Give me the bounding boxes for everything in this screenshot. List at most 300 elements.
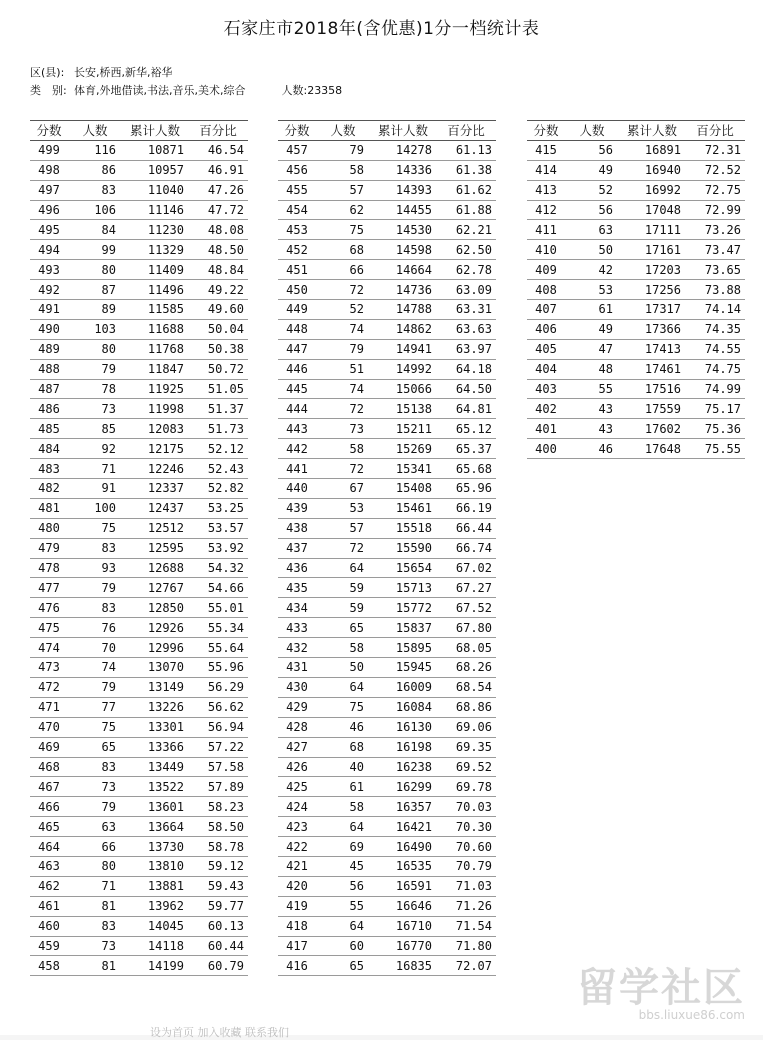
district-value: 长安,桥西,新华,裕华	[74, 66, 173, 79]
cell-count: 59	[316, 578, 370, 598]
cell-cumulative: 15772	[370, 598, 436, 618]
header-score: 分数	[527, 121, 565, 141]
table-row	[30, 220, 248, 240]
cell-count: 83	[68, 598, 122, 618]
cell-percent: 65.12	[436, 419, 496, 439]
cell-percent: 53.25	[188, 498, 248, 518]
cell-count: 80	[68, 339, 122, 359]
cell-count: 71	[68, 459, 122, 479]
cell-count: 74	[316, 379, 370, 399]
cell-count: 89	[68, 300, 122, 320]
cell-percent: 46.54	[188, 140, 248, 160]
cell-cumulative: 11925	[122, 379, 188, 399]
table-row	[278, 439, 496, 459]
category-line	[30, 82, 342, 98]
cell-percent: 70.79	[436, 856, 496, 876]
cell-count: 75	[68, 518, 122, 538]
header-count: 人数	[565, 121, 619, 141]
table-row	[30, 399, 248, 419]
cell-cumulative: 11847	[122, 359, 188, 379]
cell-score: 486	[30, 399, 68, 419]
cell-count: 71	[68, 876, 122, 896]
cell-cumulative: 12337	[122, 479, 188, 499]
cell-score: 487	[30, 379, 68, 399]
cell-count: 103	[68, 319, 122, 339]
table-row	[30, 618, 248, 638]
table-row	[278, 956, 496, 976]
cell-cumulative: 13301	[122, 717, 188, 737]
table-row	[278, 856, 496, 876]
table-row	[30, 677, 248, 697]
cell-score: 481	[30, 498, 68, 518]
cell-count: 100	[68, 498, 122, 518]
cell-score: 459	[30, 936, 68, 956]
cell-cumulative: 13070	[122, 658, 188, 678]
cell-count: 43	[565, 399, 619, 419]
cell-score: 464	[30, 837, 68, 857]
table-row	[30, 936, 248, 956]
cell-cumulative: 16357	[370, 797, 436, 817]
cell-score: 445	[278, 379, 316, 399]
cell-percent: 50.04	[188, 319, 248, 339]
cell-percent: 55.96	[188, 658, 248, 678]
cell-score: 424	[278, 797, 316, 817]
cell-percent: 61.88	[436, 200, 496, 220]
cell-score: 479	[30, 538, 68, 558]
cell-score: 437	[278, 538, 316, 558]
cell-percent: 68.26	[436, 658, 496, 678]
cell-score: 428	[278, 717, 316, 737]
cell-score: 473	[30, 658, 68, 678]
header-cumulative: 累计人数	[370, 121, 436, 141]
cell-score: 497	[30, 180, 68, 200]
cell-count: 73	[68, 777, 122, 797]
cell-score: 439	[278, 498, 316, 518]
cell-cumulative: 15590	[370, 538, 436, 558]
cell-count: 58	[316, 439, 370, 459]
header-percent: 百分比	[436, 121, 496, 141]
cell-score: 407	[527, 300, 565, 320]
cell-percent: 72.99	[685, 200, 745, 220]
cell-cumulative: 12246	[122, 459, 188, 479]
score-table-2	[278, 120, 496, 976]
table-header-row	[278, 121, 496, 141]
cell-percent: 66.74	[436, 538, 496, 558]
table-row	[278, 558, 496, 578]
cell-cumulative: 17516	[619, 379, 685, 399]
header-count: 人数	[68, 121, 122, 141]
cell-percent: 73.65	[685, 260, 745, 280]
cell-percent: 70.03	[436, 797, 496, 817]
watermark	[577, 965, 745, 1022]
table-row	[278, 379, 496, 399]
table-row	[278, 638, 496, 658]
cell-cumulative: 16009	[370, 677, 436, 697]
cell-score: 454	[278, 200, 316, 220]
table-row	[278, 777, 496, 797]
cell-count: 75	[316, 220, 370, 240]
cell-score: 443	[278, 419, 316, 439]
cell-cumulative: 11768	[122, 339, 188, 359]
cell-count: 64	[316, 916, 370, 936]
table-row	[30, 280, 248, 300]
cell-cumulative: 13730	[122, 837, 188, 857]
table-row	[278, 658, 496, 678]
cell-count: 79	[68, 677, 122, 697]
cell-count: 73	[68, 936, 122, 956]
cell-percent: 46.91	[188, 160, 248, 180]
cell-score: 491	[30, 300, 68, 320]
cell-cumulative: 17648	[619, 439, 685, 459]
header-score: 分数	[278, 121, 316, 141]
cell-percent: 55.64	[188, 638, 248, 658]
cell-cumulative: 17048	[619, 200, 685, 220]
table-row	[30, 817, 248, 837]
cell-percent: 73.88	[685, 280, 745, 300]
cell-cumulative: 14862	[370, 319, 436, 339]
cell-cumulative: 16299	[370, 777, 436, 797]
cell-count: 63	[68, 817, 122, 837]
table-row	[30, 856, 248, 876]
cell-score: 493	[30, 260, 68, 280]
cell-count: 93	[68, 558, 122, 578]
cell-percent: 57.22	[188, 737, 248, 757]
cell-percent: 74.99	[685, 379, 745, 399]
cell-cumulative: 15654	[370, 558, 436, 578]
cell-count: 81	[68, 956, 122, 976]
cell-score: 415	[527, 140, 565, 160]
cell-cumulative: 15461	[370, 498, 436, 518]
cell-count: 48	[565, 359, 619, 379]
cell-percent: 58.23	[188, 797, 248, 817]
table-row	[30, 896, 248, 916]
cell-percent: 58.50	[188, 817, 248, 837]
cell-percent: 72.75	[685, 180, 745, 200]
cell-percent: 68.05	[436, 638, 496, 658]
cell-score: 460	[30, 916, 68, 936]
cell-cumulative: 11585	[122, 300, 188, 320]
table-row	[30, 638, 248, 658]
cell-count: 62	[316, 200, 370, 220]
cell-score: 482	[30, 479, 68, 499]
cell-count: 116	[68, 140, 122, 160]
table-row	[30, 300, 248, 320]
table-row	[30, 558, 248, 578]
cell-percent: 73.47	[685, 240, 745, 260]
watermark-url: bbs.liuxue86.com	[638, 1008, 745, 1022]
cell-count: 67	[316, 479, 370, 499]
cell-score: 433	[278, 618, 316, 638]
cell-cumulative: 13601	[122, 797, 188, 817]
cell-percent: 73.26	[685, 220, 745, 240]
cell-count: 79	[316, 140, 370, 160]
cell-cumulative: 14530	[370, 220, 436, 240]
cell-cumulative: 14455	[370, 200, 436, 220]
cell-count: 68	[316, 737, 370, 757]
cell-percent: 51.73	[188, 419, 248, 439]
cell-score: 417	[278, 936, 316, 956]
table-row	[30, 598, 248, 618]
cell-count: 79	[68, 797, 122, 817]
cell-cumulative: 16891	[619, 140, 685, 160]
cell-count: 91	[68, 479, 122, 499]
table-row	[278, 896, 496, 916]
cell-percent: 62.78	[436, 260, 496, 280]
cell-cumulative: 14199	[122, 956, 188, 976]
table-row	[527, 200, 745, 220]
cell-cumulative: 15713	[370, 578, 436, 598]
cell-score: 404	[527, 359, 565, 379]
cell-cumulative: 16646	[370, 896, 436, 916]
cell-percent: 68.54	[436, 677, 496, 697]
cell-score: 490	[30, 319, 68, 339]
cell-count: 61	[316, 777, 370, 797]
table-row	[278, 737, 496, 757]
cell-count: 66	[316, 260, 370, 280]
cell-count: 65	[316, 618, 370, 638]
cell-percent: 72.31	[685, 140, 745, 160]
cell-score: 444	[278, 399, 316, 419]
cell-cumulative: 14598	[370, 240, 436, 260]
cell-cumulative: 12996	[122, 638, 188, 658]
cell-count: 80	[68, 260, 122, 280]
cell-count: 64	[316, 558, 370, 578]
cell-count: 55	[565, 379, 619, 399]
cell-cumulative: 11496	[122, 280, 188, 300]
cell-percent: 55.34	[188, 618, 248, 638]
cell-percent: 52.12	[188, 439, 248, 459]
cell-count: 57	[316, 180, 370, 200]
cell-score: 478	[30, 558, 68, 578]
cell-percent: 63.31	[436, 300, 496, 320]
table-row	[30, 479, 248, 499]
cell-score: 438	[278, 518, 316, 538]
cell-cumulative: 14664	[370, 260, 436, 280]
table-row	[527, 419, 745, 439]
cell-score: 455	[278, 180, 316, 200]
table-header-row	[527, 121, 745, 141]
cell-count: 75	[68, 717, 122, 737]
cell-score: 488	[30, 359, 68, 379]
cell-percent: 71.80	[436, 936, 496, 956]
cell-percent: 53.92	[188, 538, 248, 558]
cell-cumulative: 13149	[122, 677, 188, 697]
cell-score: 477	[30, 578, 68, 598]
cell-score: 468	[30, 757, 68, 777]
cell-score: 456	[278, 160, 316, 180]
cell-cumulative: 13449	[122, 757, 188, 777]
table-row	[278, 300, 496, 320]
cell-percent: 70.60	[436, 837, 496, 857]
cell-score: 427	[278, 737, 316, 757]
cell-percent: 65.96	[436, 479, 496, 499]
cell-count: 73	[68, 399, 122, 419]
cell-cumulative: 13962	[122, 896, 188, 916]
cell-count: 49	[565, 319, 619, 339]
table-row	[30, 518, 248, 538]
cell-percent: 59.12	[188, 856, 248, 876]
table-row	[30, 240, 248, 260]
table-row	[278, 160, 496, 180]
cell-percent: 52.43	[188, 459, 248, 479]
cell-percent: 49.60	[188, 300, 248, 320]
cell-percent: 56.94	[188, 717, 248, 737]
cell-score: 475	[30, 618, 68, 638]
watermark-logo-text: 留学社区	[577, 965, 745, 1011]
table-row	[30, 737, 248, 757]
table-row	[278, 518, 496, 538]
table-row	[30, 797, 248, 817]
cell-cumulative: 15269	[370, 439, 436, 459]
cell-score: 499	[30, 140, 68, 160]
table-row	[278, 538, 496, 558]
cell-score: 434	[278, 598, 316, 618]
score-table-3	[527, 120, 745, 459]
cell-cumulative: 13226	[122, 697, 188, 717]
table-row	[30, 439, 248, 459]
cell-score: 431	[278, 658, 316, 678]
cell-score: 466	[30, 797, 68, 817]
cell-count: 83	[68, 180, 122, 200]
cell-score: 485	[30, 419, 68, 439]
table-row	[278, 479, 496, 499]
cell-score: 423	[278, 817, 316, 837]
cell-cumulative: 16490	[370, 837, 436, 857]
cell-cumulative: 17203	[619, 260, 685, 280]
cell-score: 469	[30, 737, 68, 757]
cell-count: 64	[316, 677, 370, 697]
cell-count: 79	[316, 339, 370, 359]
cell-percent: 51.05	[188, 379, 248, 399]
table-row	[527, 240, 745, 260]
table-row	[527, 180, 745, 200]
header-cumulative: 累计人数	[619, 121, 685, 141]
cell-percent: 53.57	[188, 518, 248, 538]
cell-score: 458	[30, 956, 68, 976]
cell-cumulative: 14336	[370, 160, 436, 180]
cell-cumulative: 16992	[619, 180, 685, 200]
cell-score: 472	[30, 677, 68, 697]
header-count: 人数	[316, 121, 370, 141]
table-row	[278, 339, 496, 359]
table-row	[278, 498, 496, 518]
cell-count: 83	[68, 916, 122, 936]
cell-percent: 72.52	[685, 160, 745, 180]
header-score: 分数	[30, 121, 68, 141]
cell-percent: 58.78	[188, 837, 248, 857]
cell-count: 58	[316, 797, 370, 817]
cell-cumulative: 11146	[122, 200, 188, 220]
cell-count: 56	[565, 140, 619, 160]
cell-count: 74	[68, 658, 122, 678]
cell-count: 72	[316, 280, 370, 300]
cell-percent: 68.86	[436, 697, 496, 717]
table-row	[30, 459, 248, 479]
cell-percent: 64.81	[436, 399, 496, 419]
cell-count: 65	[68, 737, 122, 757]
cell-cumulative: 14941	[370, 339, 436, 359]
cell-score: 418	[278, 916, 316, 936]
cell-count: 56	[316, 876, 370, 896]
cell-count: 58	[316, 638, 370, 658]
cell-score: 426	[278, 757, 316, 777]
cell-percent: 75.17	[685, 399, 745, 419]
table-row	[278, 817, 496, 837]
table-row	[278, 618, 496, 638]
cell-count: 58	[316, 160, 370, 180]
total-count: 人数:23358	[281, 84, 343, 97]
table-row	[278, 140, 496, 160]
cell-score: 405	[527, 339, 565, 359]
table-row	[527, 339, 745, 359]
cell-cumulative: 17111	[619, 220, 685, 240]
table-row	[30, 359, 248, 379]
cell-cumulative: 10957	[122, 160, 188, 180]
table-row	[527, 439, 745, 459]
cell-percent: 69.52	[436, 757, 496, 777]
cell-cumulative: 17461	[619, 359, 685, 379]
cell-count: 43	[565, 419, 619, 439]
cell-count: 69	[316, 837, 370, 857]
cell-cumulative: 15211	[370, 419, 436, 439]
cell-percent: 47.72	[188, 200, 248, 220]
table-row	[30, 140, 248, 160]
cell-count: 61	[565, 300, 619, 320]
cell-score: 441	[278, 459, 316, 479]
cell-percent: 59.77	[188, 896, 248, 916]
table-row	[30, 757, 248, 777]
cell-cumulative: 17559	[619, 399, 685, 419]
table-row	[278, 459, 496, 479]
table-row	[278, 200, 496, 220]
cell-count: 47	[565, 339, 619, 359]
cell-percent: 48.84	[188, 260, 248, 280]
table-row	[278, 717, 496, 737]
table-row	[278, 936, 496, 956]
cell-percent: 64.50	[436, 379, 496, 399]
cell-score: 495	[30, 220, 68, 240]
cell-count: 99	[68, 240, 122, 260]
cell-cumulative: 14788	[370, 300, 436, 320]
cell-score: 450	[278, 280, 316, 300]
cell-cumulative: 12688	[122, 558, 188, 578]
cell-score: 422	[278, 837, 316, 857]
cell-score: 476	[30, 598, 68, 618]
table-row	[278, 260, 496, 280]
cell-percent: 69.35	[436, 737, 496, 757]
cell-score: 412	[527, 200, 565, 220]
cell-cumulative: 16130	[370, 717, 436, 737]
cell-cumulative: 16770	[370, 936, 436, 956]
cell-cumulative: 17413	[619, 339, 685, 359]
cell-cumulative: 16940	[619, 160, 685, 180]
cell-cumulative: 16198	[370, 737, 436, 757]
cell-count: 57	[316, 518, 370, 538]
cell-count: 79	[68, 359, 122, 379]
cell-count: 81	[68, 896, 122, 916]
cell-percent: 65.37	[436, 439, 496, 459]
cell-score: 494	[30, 240, 68, 260]
cell-percent: 49.22	[188, 280, 248, 300]
cell-count: 85	[68, 419, 122, 439]
cell-cumulative: 16084	[370, 697, 436, 717]
cell-count: 60	[316, 936, 370, 956]
table-row	[278, 578, 496, 598]
cell-percent: 56.62	[188, 697, 248, 717]
table-row	[30, 200, 248, 220]
cell-percent: 75.36	[685, 419, 745, 439]
cell-cumulative: 11409	[122, 260, 188, 280]
